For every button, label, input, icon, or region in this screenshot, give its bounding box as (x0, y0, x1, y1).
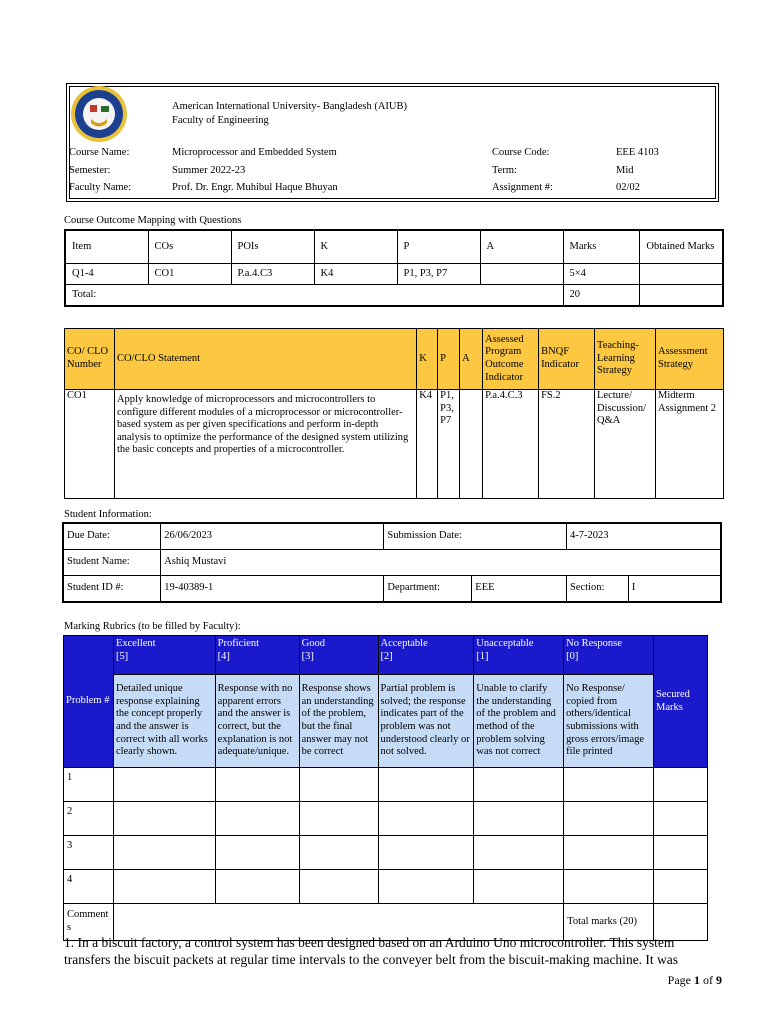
co-cell: P1, P3, P7 (397, 264, 480, 285)
rubric-mark-cell[interactable] (113, 870, 215, 904)
term-label: Term: (492, 165, 517, 176)
rubric-description-row (64, 675, 708, 768)
rubric-mark-cell[interactable] (564, 836, 654, 870)
rubric-mark-cell[interactable] (215, 768, 299, 802)
level-score: [4] (217, 650, 230, 662)
rubric-problem-row (64, 802, 708, 836)
rubric-problem-row (64, 836, 708, 870)
assignment-label: Assignment #: (492, 182, 553, 193)
rubric-level-acceptable (378, 636, 474, 675)
level-score: [3] (301, 650, 314, 662)
rubric-level-good (299, 636, 378, 675)
clo-header-cell: A (460, 329, 483, 390)
problem-number: 2 (64, 802, 114, 836)
faculty-title: Faculty of Engineering (172, 115, 269, 126)
rubric-mark-cell[interactable] (215, 870, 299, 904)
clo-k: K4 (417, 390, 438, 499)
university-name: American International University- Bangladesh (AIUB) (172, 101, 408, 112)
page-total: 9 (716, 973, 722, 987)
student-row-name (63, 550, 721, 576)
clo-header-cell: CO/CLO Statement (114, 329, 416, 390)
clo-header-cell: Assessment Strategy (655, 329, 723, 390)
problem-header: Problem # (64, 636, 114, 768)
co-cell: P.a.4.C3 (231, 264, 314, 285)
co-mapping-header-row (65, 230, 723, 264)
level-score: [2] (380, 650, 393, 662)
clo-number: CO1 (65, 390, 115, 499)
co-mapping-caption: Course Outcome Mapping with Questions (64, 215, 242, 226)
rubric-mark-cell[interactable] (474, 870, 564, 904)
page-prefix: Page (667, 973, 694, 987)
rubric-problem-row (64, 870, 708, 904)
total-label: Total: (65, 285, 563, 307)
rubric-mark-cell[interactable] (378, 870, 474, 904)
rubric-problem-row (64, 768, 708, 802)
clo-teaching-strategy: Lecture/ Discussion/ Q&A (595, 390, 656, 499)
total-obtained-input[interactable] (640, 285, 723, 307)
rubric-mark-cell[interactable] (113, 836, 215, 870)
clo-header-cell: P (438, 329, 460, 390)
level-score: [0] (566, 650, 579, 662)
faculty-name-label: Faculty Name: (69, 182, 132, 193)
rubric-mark-cell[interactable] (299, 870, 378, 904)
faculty-name-value: Prof. Dr. Engr. Muhibul Haque Bhuyan (172, 182, 338, 193)
co-cell: CO1 (148, 264, 231, 285)
rubric-mark-cell[interactable] (378, 836, 474, 870)
level-name: Proficient (217, 638, 260, 649)
submission-date-label: Submission Date: (384, 523, 567, 550)
submission-date-value: 4-7-2023 (566, 523, 721, 550)
rubric-mark-cell[interactable] (564, 768, 654, 802)
rubric-desc: Unable to clarify the understanding of the problem and method of the problem solving was not correct (474, 675, 564, 768)
secured-mark-cell[interactable] (654, 768, 708, 802)
co-mapping-data-row (65, 264, 723, 285)
co-header-cell: Item (65, 230, 148, 264)
clo-data-row (65, 390, 724, 499)
rubric-mark-cell[interactable] (474, 802, 564, 836)
co-header-cell: P (397, 230, 480, 264)
comments-label: Comments (64, 904, 114, 941)
obtained-marks-input[interactable] (640, 264, 723, 285)
aiub-logo-seal-icon (70, 85, 128, 143)
page-number (668, 973, 722, 988)
secured-mark-cell[interactable] (654, 836, 708, 870)
level-score: [5] (115, 650, 129, 662)
department-label: Department: (384, 576, 472, 603)
problem-number: 1 (64, 768, 114, 802)
rubric-mark-cell[interactable] (564, 870, 654, 904)
student-id-value: 19-40389-1 (161, 576, 384, 603)
student-id-label: Student ID #: (63, 576, 161, 603)
level-score: [1] (476, 650, 489, 662)
co-cell: K4 (314, 264, 397, 285)
clo-poi: P.a.4.C.3 (483, 390, 539, 499)
rubric-level-unacceptable (474, 636, 564, 675)
clo-table (64, 328, 724, 499)
due-date-value: 26/06/2023 (161, 523, 384, 550)
section-label: Section: (566, 576, 628, 603)
semester-label: Semester: (69, 165, 111, 176)
rubric-caption: Marking Rubrics (to be filled by Faculty): (64, 621, 241, 632)
co-header-cell: POIs (231, 230, 314, 264)
page-current: 1 (694, 973, 700, 987)
rubric-level-excellent (113, 636, 215, 675)
course-name-label: Course Name: (69, 147, 130, 158)
co-cell: 5×4 (563, 264, 640, 285)
co-header-cell: A (480, 230, 563, 264)
student-info-caption: Student Information: (64, 509, 152, 520)
clo-header-row (65, 329, 724, 390)
clo-header-cell: Assessed Program Outcome Indicator (483, 329, 539, 390)
co-cell: Q1-4 (65, 264, 148, 285)
question-text: 1. In a biscuit factory, a control system has been designed based on an Arduino Uno microcontroller. This system transfers the biscuit packets at regular time intervals to the conveyer belt from the biscuit-making machine. It was (64, 935, 679, 967)
total-marks-label: Total marks (20) (564, 904, 654, 941)
rubric-mark-cell[interactable] (564, 802, 654, 836)
rubric-level-row (64, 636, 708, 675)
section-value: I (628, 576, 721, 603)
co-header-cell: COs (148, 230, 231, 264)
rubric-desc: Response with no apparent errors and the answer is correct, but the explanation is not adequate/unique. (215, 675, 299, 768)
semester-value: Summer 2022-23 (172, 165, 246, 176)
co-mapping-total-row (65, 285, 723, 307)
rubric-mark-cell[interactable] (299, 802, 378, 836)
clo-a (460, 390, 483, 499)
level-name: Acceptable (380, 638, 428, 649)
rubric-mark-cell[interactable] (113, 802, 215, 836)
student-row-id (63, 576, 721, 603)
rubric-mark-cell[interactable] (378, 802, 474, 836)
clo-header-cell: BNQF Indicator (539, 329, 595, 390)
co-header-cell: K (314, 230, 397, 264)
clo-assessment-strategy: Midterm Assignment 2 (655, 390, 723, 499)
page-of: of (700, 973, 716, 987)
secured-mark-cell[interactable] (654, 802, 708, 836)
level-name: Good (301, 638, 325, 649)
rubric-level-proficient (215, 636, 299, 675)
rubric-level-no-response (564, 636, 654, 675)
student-name-label: Student Name: (63, 550, 161, 576)
clo-header-cell: Teaching-Learning Strategy (595, 329, 656, 390)
rubric-mark-cell[interactable] (215, 836, 299, 870)
problem-number: 4 (64, 870, 114, 904)
rubric-desc: Detailed unique response explaining the concept properly and the answer is correct with all works clearly shown. (113, 675, 215, 768)
due-date-label: Due Date: (63, 523, 161, 550)
clo-statement: Apply knowledge of microprocessors and microcontrollers to configure different modules of a microprocessor or microcontroller-based system as per given specifications and perform in-depth analysis to optimize the performance of the designed system utilizing the basic concepts and properties of a microcontroller. (114, 390, 416, 499)
level-name: Unacceptable (476, 638, 534, 649)
problem-number: 3 (64, 836, 114, 870)
assignment-value: 02/02 (616, 182, 640, 193)
rubric-mark-cell[interactable] (474, 836, 564, 870)
student-info-table (62, 522, 722, 603)
course-code-value: EEE 4103 (616, 147, 659, 158)
rubric-desc: Response shows an understanding of the problem, but the final answer may not be correct (299, 675, 378, 768)
clo-header-cell: K (417, 329, 438, 390)
course-name-value: Microprocessor and Embedded System (172, 147, 337, 158)
rubric-mark-cell[interactable] (378, 768, 474, 802)
course-code-label: Course Code: (492, 147, 550, 158)
secured-mark-cell[interactable] (654, 870, 708, 904)
clo-bnqf: FS.2 (539, 390, 595, 499)
clo-header-cell: CO/ CLO Number (65, 329, 115, 390)
total-value: 20 (563, 285, 640, 307)
marking-rubric-table (63, 635, 708, 941)
rubric-mark-cell[interactable] (299, 768, 378, 802)
clo-p: P1, P3, P7 (438, 390, 460, 499)
term-value: Mid (616, 165, 634, 176)
rubric-mark-cell[interactable] (113, 768, 215, 802)
rubric-mark-cell[interactable] (299, 836, 378, 870)
rubric-desc: Partial problem is solved; the response indicates part of the problem was not understood clearly or not solved. (378, 675, 474, 768)
secured-marks-header: Secured Marks (654, 636, 708, 768)
student-name-value: Ashiq Mustavi (161, 550, 721, 576)
level-name: Excellent (115, 638, 156, 649)
level-name: No Response (566, 638, 622, 649)
rubric-mark-cell[interactable] (474, 768, 564, 802)
department-value: EEE (472, 576, 567, 603)
student-row-dates (63, 523, 721, 550)
rubric-mark-cell[interactable] (215, 802, 299, 836)
co-header-cell: Marks (563, 230, 640, 264)
co-mapping-table (64, 229, 724, 307)
co-cell (480, 264, 563, 285)
rubric-desc: No Response/ copied from others/identical submissions with gross errors/image file printed (564, 675, 654, 768)
co-header-cell: Obtained Marks (640, 230, 723, 264)
